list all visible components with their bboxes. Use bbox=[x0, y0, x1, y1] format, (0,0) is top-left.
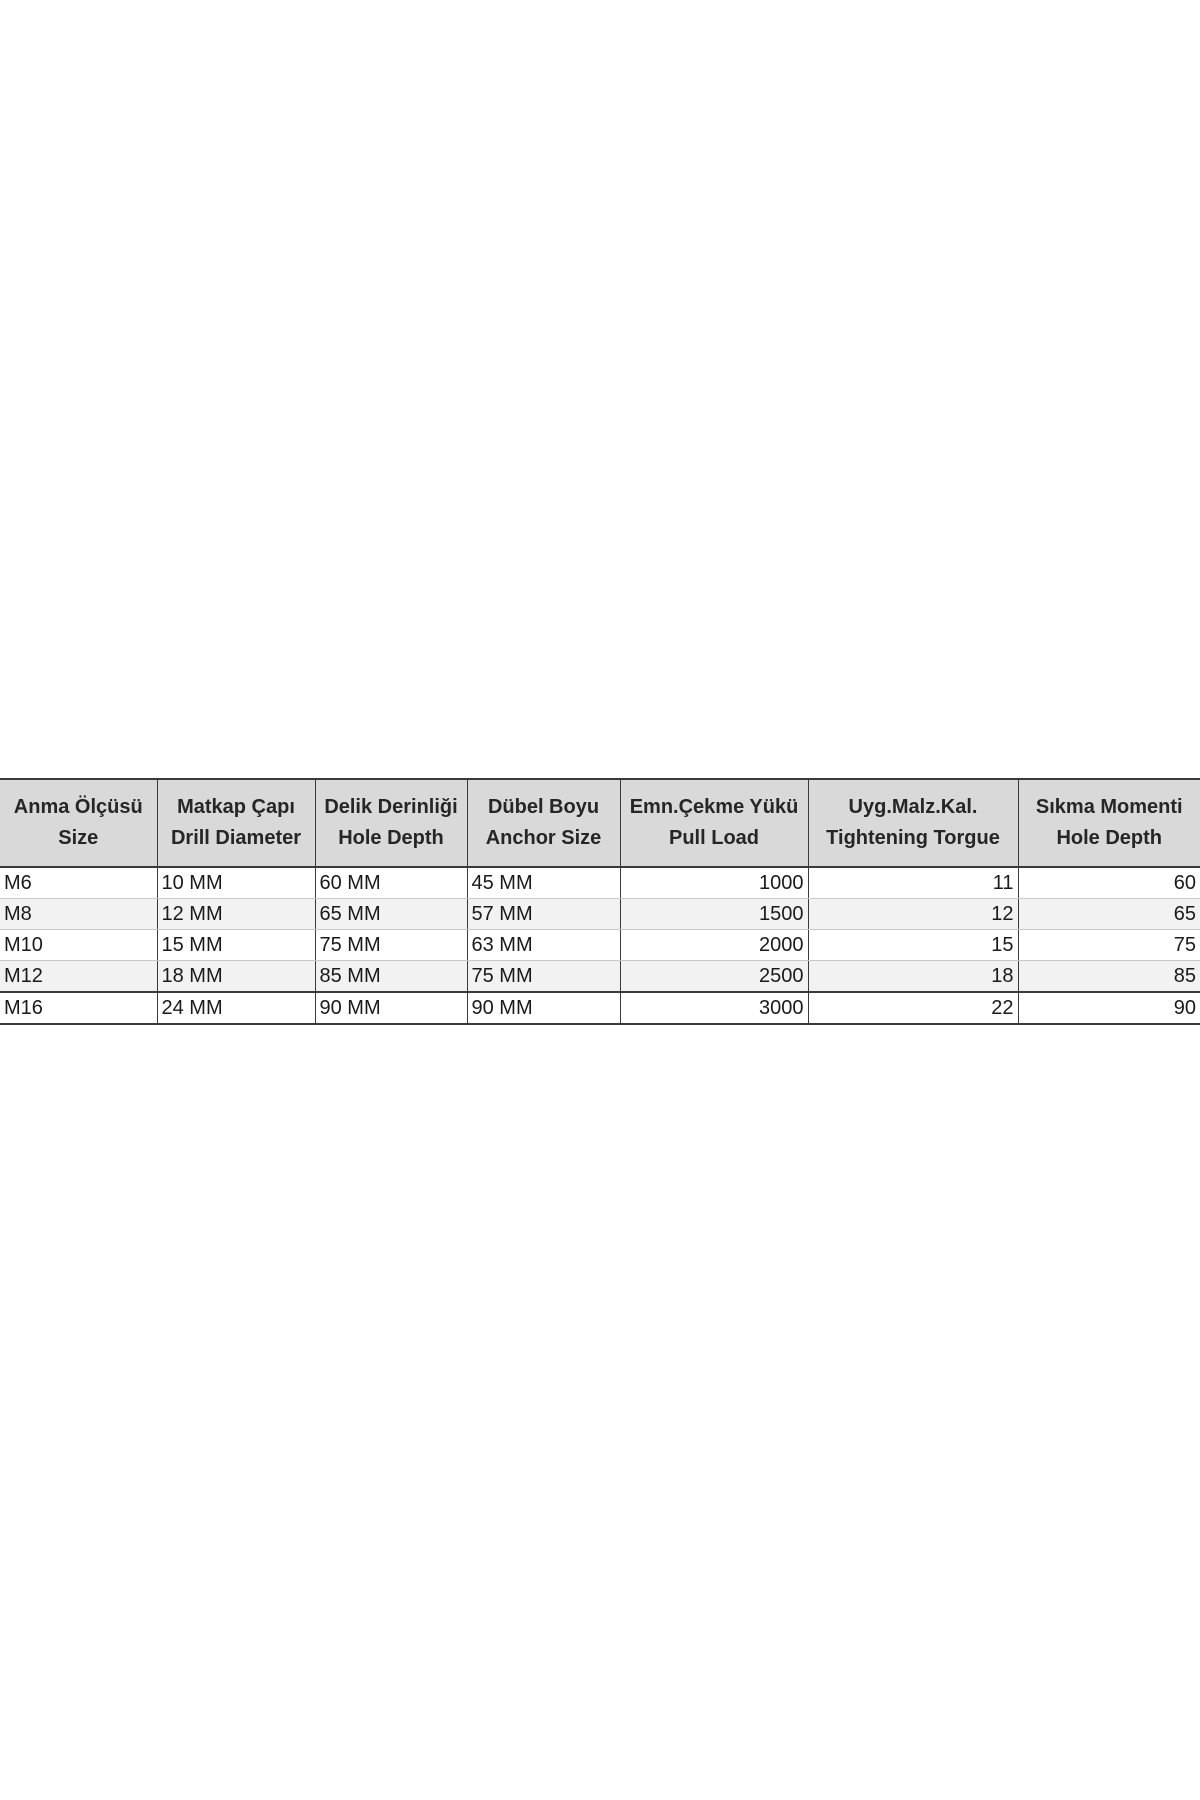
header-line-tr: Delik Derinliği bbox=[324, 796, 458, 818]
cell-drill-diameter: 18 MM bbox=[157, 961, 315, 993]
cell-drill-diameter: 24 MM bbox=[157, 992, 315, 1024]
cell-anchor-size: 63 MM bbox=[467, 930, 620, 961]
cell-size: M16 bbox=[0, 992, 157, 1024]
cell-tightening-moment: 75 bbox=[1018, 930, 1200, 961]
cell-tightening-moment: 65 bbox=[1018, 899, 1200, 930]
header-anchor-size bbox=[467, 779, 620, 867]
cell-tightening-torque: 12 bbox=[808, 899, 1018, 930]
table-row bbox=[0, 930, 1200, 961]
cell-hole-depth: 75 MM bbox=[315, 930, 467, 961]
header-size bbox=[0, 779, 157, 867]
cell-drill-diameter: 15 MM bbox=[157, 930, 315, 961]
header-row bbox=[0, 779, 1200, 867]
header-line-en: Hole Depth bbox=[338, 827, 444, 849]
header-drill-diameter bbox=[157, 779, 315, 867]
cell-tightening-moment: 90 bbox=[1018, 992, 1200, 1024]
cell-size: M6 bbox=[0, 867, 157, 899]
table-row bbox=[0, 899, 1200, 930]
cell-drill-diameter: 10 MM bbox=[157, 867, 315, 899]
cell-anchor-size: 90 MM bbox=[467, 992, 620, 1024]
cell-tightening-torque: 22 bbox=[808, 992, 1018, 1024]
header-line-tr: Matkap Çapı bbox=[177, 796, 295, 818]
header-line-en: Pull Load bbox=[669, 827, 759, 849]
cell-size: M8 bbox=[0, 899, 157, 930]
cell-pull-load: 1500 bbox=[620, 899, 808, 930]
cell-hole-depth: 60 MM bbox=[315, 867, 467, 899]
header-line-tr: Anma Ölçüsü bbox=[13, 796, 143, 818]
header-line-en: Hole Depth bbox=[1056, 827, 1163, 849]
header-tightening-torque bbox=[808, 779, 1018, 867]
cell-pull-load: 3000 bbox=[620, 992, 808, 1024]
header-line-en: Size bbox=[58, 827, 99, 849]
cell-hole-depth: 85 MM bbox=[315, 961, 467, 993]
table-row bbox=[0, 992, 1200, 1024]
header-line-tr: Emn.Çekme Yükü bbox=[629, 796, 799, 818]
header-line-en: Drill Diameter bbox=[170, 827, 302, 849]
header-line-en: Anchor Size bbox=[485, 827, 602, 849]
cell-hole-depth: 90 MM bbox=[315, 992, 467, 1024]
cell-tightening-moment: 60 bbox=[1018, 867, 1200, 899]
cell-pull-load: 2500 bbox=[620, 961, 808, 993]
anchor-spec-table bbox=[0, 778, 1200, 1025]
header-pull-load bbox=[620, 779, 808, 867]
cell-anchor-size: 75 MM bbox=[467, 961, 620, 993]
cell-tightening-torque: 15 bbox=[808, 930, 1018, 961]
header-hole-depth bbox=[315, 779, 467, 867]
table-row bbox=[0, 961, 1200, 993]
header-line-en: Tightening Torgue bbox=[826, 827, 1000, 849]
table-row bbox=[0, 867, 1200, 899]
header-line-tr: Uyg.Malz.Kal. bbox=[848, 796, 978, 818]
cell-tightening-torque: 18 bbox=[808, 961, 1018, 993]
cell-size: M10 bbox=[0, 930, 157, 961]
header-tightening-moment bbox=[1018, 779, 1200, 867]
cell-size: M12 bbox=[0, 961, 157, 993]
cell-drill-diameter: 12 MM bbox=[157, 899, 315, 930]
cell-pull-load: 2000 bbox=[620, 930, 808, 961]
header-line-tr: Sıkma Momenti bbox=[1035, 796, 1183, 818]
header-line-tr: Dübel Boyu bbox=[487, 796, 600, 818]
cell-pull-load: 1000 bbox=[620, 867, 808, 899]
cell-tightening-torque: 11 bbox=[808, 867, 1018, 899]
cell-anchor-size: 57 MM bbox=[467, 899, 620, 930]
cell-tightening-moment: 85 bbox=[1018, 961, 1200, 993]
cell-hole-depth: 65 MM bbox=[315, 899, 467, 930]
cell-anchor-size: 45 MM bbox=[467, 867, 620, 899]
